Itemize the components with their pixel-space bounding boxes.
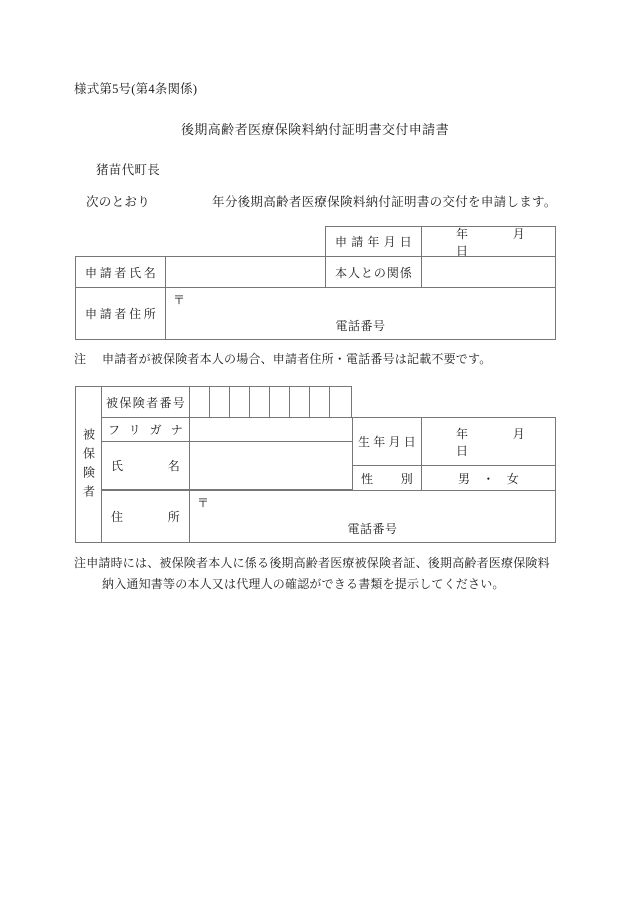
insured-number-box-6[interactable] (289, 386, 310, 418)
applicant-name-label: 申請者氏名 (75, 256, 166, 288)
intro-statement (86, 192, 557, 210)
insured-number-box-7[interactable] (309, 386, 330, 418)
addressee: 猪苗代町長 (96, 163, 161, 177)
insured-section-label: 被保険者 (75, 386, 102, 543)
note-2-line-1-text: 申請時には、被保険者本人に係る後期高齢者医療被保険者証、後期高齢者医療保険料 (86, 556, 550, 570)
birthdate-label: 生年月日 (352, 417, 422, 466)
insured-address-label: 住所 (101, 490, 190, 543)
insured-number-box-8[interactable] (329, 386, 352, 418)
sex-label: 性別 (352, 465, 422, 491)
relationship-label: 本人との関係 (325, 256, 422, 288)
applicant-name-value[interactable] (165, 256, 326, 288)
note-1 (74, 350, 491, 367)
insured-number-label: 被保険者番号 (101, 386, 190, 418)
insured-name-value[interactable] (189, 441, 353, 490)
applicant-address-label: 申請者住所 (75, 287, 166, 340)
insured-number-box-5[interactable] (269, 386, 290, 418)
insured-number-box-2[interactable] (209, 386, 230, 418)
application-date-label: 申請年月日 (325, 226, 422, 257)
birthdate-value[interactable]: 年 月 日 (421, 417, 556, 466)
application-date-value[interactable]: 年 月 日 (421, 226, 556, 257)
furigana-label: フリガナ (101, 417, 190, 442)
note-2-line-2: 納入通知書等の本人又は代理人の確認ができる書類を提示してください。 (102, 577, 505, 591)
insured-number-box-4[interactable] (249, 386, 270, 418)
sex-value[interactable]: 男 ・ 女 (421, 465, 556, 491)
furigana-value[interactable] (189, 417, 353, 442)
note-2-line-1 (74, 553, 550, 574)
note-2 (74, 553, 550, 595)
intro-prefix: 次のとおり (86, 195, 151, 209)
intro-suffix: 年分後期高齢者医療保険料納付証明書の交付を申請します。 (212, 195, 557, 209)
note-1-mark: 注 (74, 352, 87, 366)
note-2-mark: 注 (74, 556, 87, 570)
insured-number-box-1[interactable] (189, 386, 210, 418)
note-1-text: 申請者が被保険者本人の場合、申請者住所・電話番号は記載不要です。 (102, 352, 492, 366)
insured-number-box-3[interactable] (229, 386, 250, 418)
insured-name-label: 氏名 (101, 441, 190, 490)
insured-address-value[interactable] (189, 490, 556, 543)
insured-phone-label: 電話番号 (347, 522, 398, 536)
form-number: 様式第5号(第4条関係) (74, 82, 198, 96)
postal-code-icon: 〒 (173, 293, 186, 307)
applicant-phone-label: 電話番号 (335, 319, 386, 333)
postal-code-icon: 〒 (197, 496, 210, 510)
relationship-value[interactable] (421, 256, 556, 288)
document-title: 後期高齢者医療保険料納付証明書交付申請書 (180, 122, 449, 137)
applicant-address-value[interactable] (165, 287, 556, 340)
